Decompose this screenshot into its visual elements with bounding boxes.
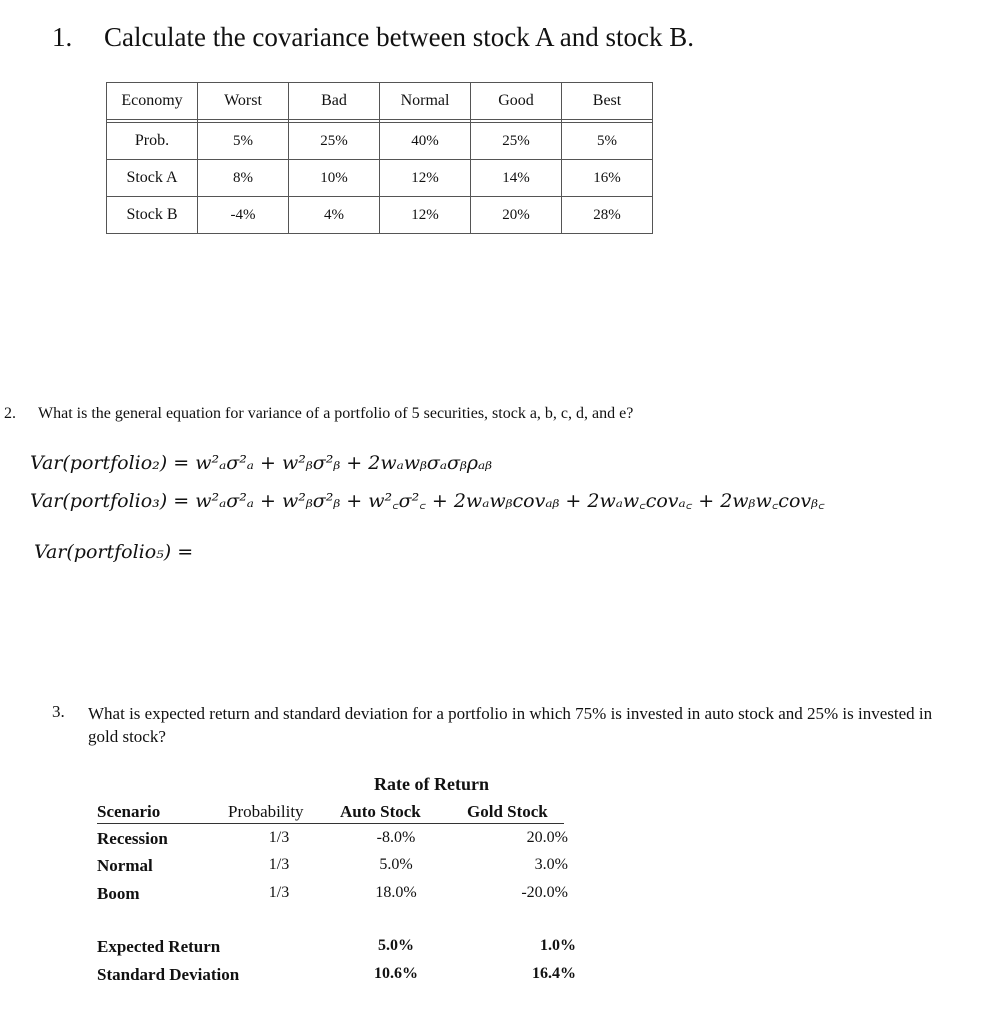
table-header-cell: Economy: [107, 83, 198, 120]
table-cell: 20%: [471, 197, 562, 234]
scenario-label: Boom: [97, 884, 140, 903]
header-underline: [97, 823, 564, 824]
question-2-text: What is the general equation for variance of a portfolio of 5 securities, stock a, b, c, d, and e?: [38, 405, 634, 422]
scenario-header: Scenario: [97, 802, 161, 821]
table-header-cell: Best: [562, 83, 653, 120]
expected-return-gold: 1.0%: [540, 937, 576, 954]
table-header-cell: Bad: [289, 83, 380, 120]
table-cell: 40%: [380, 123, 471, 160]
table-cell: 4%: [289, 197, 380, 234]
table-header-cell: Normal: [380, 83, 471, 120]
equation-two-securities: Var(portfolio₂) = w²ₐσ²ₐ + w²ᵦσ²ᵦ + 2wₐwᵦσₐσᵦρₐᵦ: [30, 452, 493, 474]
table-cell: 10%: [289, 160, 380, 197]
table-cell: 12%: [380, 160, 471, 197]
standard-deviation-label: Standard Deviation: [97, 965, 240, 984]
table-cell: 25%: [471, 123, 562, 160]
table-row: [107, 160, 653, 197]
table-cell: 5%: [562, 123, 653, 160]
auto-return-value: -8.0%: [376, 829, 416, 846]
table-cell: 16%: [562, 160, 653, 197]
probability-value: 1/3: [268, 884, 290, 901]
economy-returns-table: [106, 82, 653, 234]
probability-header: Probability: [228, 802, 304, 821]
gold-return-value: 3.0%: [534, 856, 568, 873]
table-cell: -4%: [198, 197, 289, 234]
question-1-number: 1.: [52, 22, 73, 52]
rate-of-return-title: Rate of Return: [374, 774, 489, 794]
standard-deviation-auto: 10.6%: [374, 965, 418, 982]
auto-stock-header: Auto Stock: [340, 802, 421, 821]
standard-deviation-gold: 16.4%: [532, 965, 576, 982]
auto-return-value: 18.0%: [375, 884, 417, 901]
scenario-label: Normal: [97, 856, 153, 875]
equation-three-securities: Var(portfolio₃) = w²ₐσ²ₐ + w²ᵦσ²ᵦ + w²꜀σ²꜀ + 2wₐwᵦcovₐᵦ + 2wₐw꜀covₐ꜀ + 2wᵦw꜀covᵦ꜀: [30, 490, 825, 512]
table-header-row: [107, 83, 653, 120]
table-cell: 14%: [471, 160, 562, 197]
table-cell: 12%: [380, 197, 471, 234]
scenario-label: Recession: [97, 829, 168, 848]
table-header-cell: Worst: [198, 83, 289, 120]
table-cell: 8%: [198, 160, 289, 197]
question-1-text: Calculate the covariance between stock A and stock B.: [104, 22, 695, 52]
table-cell: Stock A: [107, 160, 198, 197]
gold-stock-header: Gold Stock: [467, 802, 548, 821]
question-3-number: 3.: [52, 702, 65, 721]
equation-five-securities: Var(portfolio₅) =: [34, 541, 194, 563]
expected-return-label: Expected Return: [97, 937, 221, 956]
table-row: [107, 123, 653, 160]
gold-return-value: -20.0%: [521, 884, 568, 901]
expected-return-auto: 5.0%: [378, 937, 414, 954]
table-cell: Stock B: [107, 197, 198, 234]
question-3-text: What is expected return and standard deviation for a portfolio in which 75% is invested in auto stock and 25% is invested in gold stock?: [88, 704, 933, 746]
probability-value: 1/3: [268, 856, 290, 873]
table-cell: Prob.: [107, 123, 198, 160]
table-cell: 28%: [562, 197, 653, 234]
probability-value: 1/3: [268, 829, 290, 846]
gold-return-value: 20.0%: [526, 829, 568, 846]
table-cell: 25%: [289, 123, 380, 160]
table-cell: 5%: [198, 123, 289, 160]
question-2-number: 2.: [4, 405, 16, 422]
auto-return-value: 5.0%: [379, 856, 413, 873]
table-header-cell: Good: [471, 83, 562, 120]
table-row: [107, 197, 653, 234]
